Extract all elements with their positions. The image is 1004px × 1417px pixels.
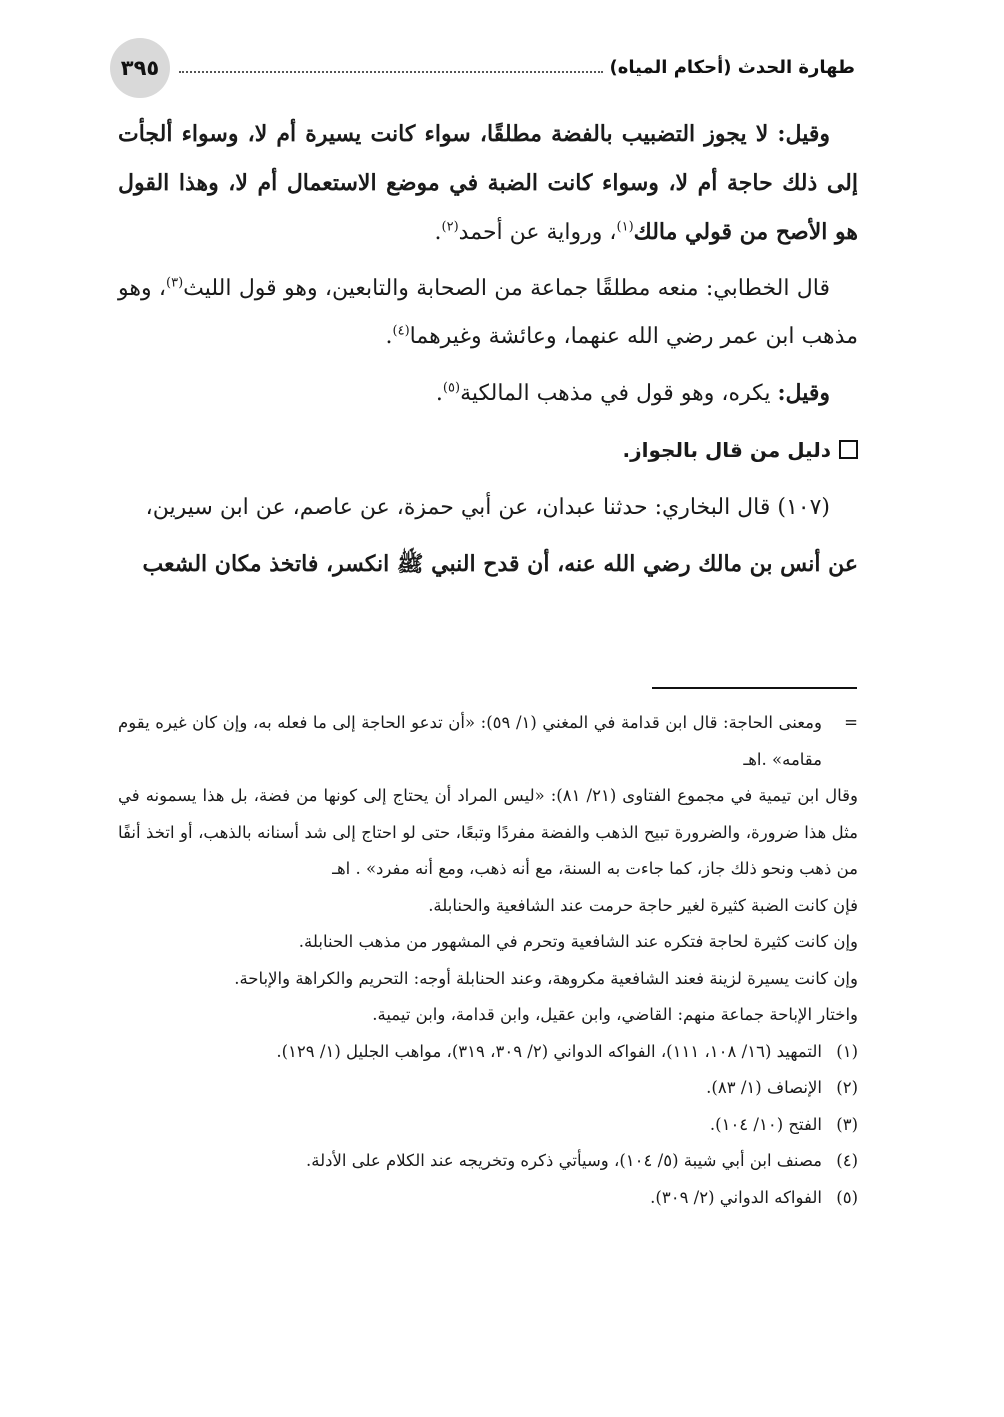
page-number: ٣٩٥	[120, 56, 160, 80]
checkbox-square-icon	[839, 440, 858, 459]
footnote-4	[118, 1143, 858, 1180]
footnote-3-text: الفتح (١٠/ ١٠٤).	[709, 1114, 822, 1134]
footnote-1-text: التمهيد (١٦/ ١٠٨، ١١١)، الفواكه الدواني (٢/ ٣٠٩، ٣١٩)، مواهب الجليل (١/ ١٢٩).	[276, 1041, 822, 1061]
paragraph-3	[118, 369, 858, 418]
section-heading-text: دليل من قال بالجواز.	[622, 438, 831, 462]
hadith-isnad: (١٠٧) قال البخاري: حدثنا عبدان، عن أبي حمزة، عن عاصم، عن ابن سيرين،	[145, 495, 830, 520]
footnote-continuation-6: واختار الإباحة جماعة منهم: القاضي، وابن عقيل، وابن قدامة، وابن تيمية.	[372, 1005, 858, 1024]
footnote-1-number: (١)	[836, 1041, 858, 1061]
footnote-continuation-1	[118, 705, 858, 778]
footnote-continuation-2: وقال ابن تيمية في مجموع الفتاوى (٢١/ ٨١): «ليس المراد أن يحتاج إلى كونها من فضة، بل هذا يسمونه في مثل هذا ضرورة، والضرورة تبيح الذهب والفضة مفردًا وتبعًا، حتى لو احتاج إلى شد أسنانه بالذهب، أو اتخذ أنفًا من ذهب ونحو ذلك جاز، كما جاءت به السنة، مع أنه ذهب، ومع أنه مفرد» . اهـ	[118, 786, 858, 878]
continuation-mark: =	[844, 713, 858, 732]
continuation-text-1: ومعنى الحاجة: قال ابن قدامة في المغني (١/ ٥٩): «أن تدعو الحاجة إلى ما فعله به، وإن كان غيره يقوم مقامه» .اهـ	[118, 713, 822, 769]
paragraph-1	[118, 110, 858, 257]
footnote-4-text: مصنف ابن أبي شيبة (٥/ ١٠٤)، وسيأتي ذكره وتخريجه عند الكلام على الأدلة.	[306, 1151, 822, 1170]
footnotes	[118, 705, 858, 1216]
footnote-5-text: الفواكه الدواني (٢/ ٣٠٩).	[650, 1187, 822, 1207]
footnote-3	[118, 1107, 858, 1144]
footnote-ref-2[interactable]: (٢)	[441, 219, 459, 235]
footnote-5	[118, 1180, 858, 1217]
paragraph-2-mid: ، وهو مذهب ابن عمر رضي الله عنهما، وعائشة وغيرهما	[118, 276, 858, 349]
paragraph-1-mid: ، ورواية عن أحمد	[458, 220, 617, 245]
header-title-row	[173, 52, 855, 82]
paragraph-1-text: وقيل: لا يجوز التضبيب بالفضة مطلقًا، سواء كانت يسيرة أم لا، وسواء ألجأت إلى ذلك حاجة أم لا، وسواء كانت الضبة في موضع الاستعمال أم لا، وهذا القول هو الأصح من قولي مالك	[118, 121, 858, 245]
paragraph-2-text: قال الخطابي: منعه مطلقًا جماعة من الصحابة والتابعين، وهو قول الليث	[183, 276, 830, 301]
paragraph-2-end: .	[385, 324, 393, 349]
paragraph-3-text: يكره، وهو قول في مذهب المالكية	[460, 381, 778, 406]
footnote-5-number: (٥)	[836, 1187, 858, 1207]
main-text	[118, 110, 858, 596]
footnote-ref-1[interactable]: (١)	[616, 219, 634, 235]
footnote-ref-4[interactable]: (٤)	[392, 323, 410, 339]
footnote-continuation-4: وإن كانت كثيرة لحاجة فتكره عند الشافعية وتحرم في المشهور من مذهب الحنابلة.	[298, 932, 858, 951]
hadith-matn: عن أنس بن مالك رضي الله عنه، أن قدح النبي ﷺ انكسر، فاتخذ مكان الشعب	[142, 551, 858, 577]
footnote-2	[118, 1070, 858, 1107]
paragraph-2	[118, 265, 858, 361]
header-leader-dots	[179, 61, 603, 73]
footnote-4-number: (٤)	[836, 1151, 858, 1170]
paragraph-3-lead: وقيل:	[777, 380, 830, 406]
paragraph-3-end: .	[435, 381, 443, 406]
footnote-ref-3[interactable]: (٣)	[166, 275, 184, 291]
paragraph-1-end: .	[434, 220, 442, 245]
chapter-title: طهارة الحدث (أحكام المياه)	[609, 56, 855, 78]
footnote-continuation-5: وإن كانت يسيرة لزينة فعند الشافعية مكروهة، وعند الحنابلة أوجه: التحريم والكراهة والإباحة.	[234, 968, 858, 988]
page-number-badge	[110, 38, 170, 98]
footnote-2-number: (٢)	[836, 1078, 858, 1097]
section-heading	[118, 426, 858, 474]
footnote-3-number: (٣)	[836, 1114, 858, 1134]
footnote-continuation-3: فإن كانت الضبة كثيرة لغير حاجة حرمت عند الشافعية والحنابلة.	[428, 895, 858, 915]
footnote-separator	[652, 687, 857, 689]
footnote-1	[118, 1034, 858, 1071]
footnote-2-text: الإنصاف (١/ ٨٣).	[706, 1078, 822, 1097]
running-header	[110, 38, 855, 98]
footnote-ref-5[interactable]: (٥)	[442, 380, 461, 396]
